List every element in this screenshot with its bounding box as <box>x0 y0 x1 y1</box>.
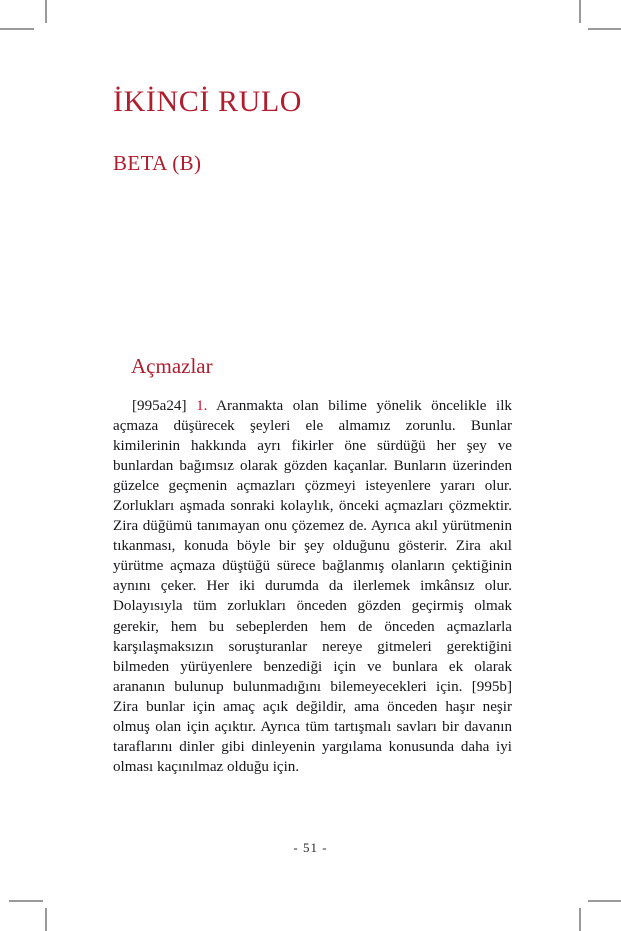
crop-mark-top-left-horizontal <box>0 28 34 30</box>
section-heading: Açmazlar <box>131 354 213 378</box>
crop-mark-bottom-right-vertical <box>579 908 581 931</box>
crop-mark-bottom-left-horizontal <box>9 900 43 902</box>
crop-mark-top-left-vertical <box>45 0 47 23</box>
section-number: 1. <box>196 398 208 414</box>
crop-mark-top-right-horizontal <box>588 28 621 30</box>
crop-mark-bottom-left-vertical <box>45 908 47 931</box>
crop-mark-top-right-vertical <box>579 0 581 23</box>
chapter-subtitle: BETA (B) <box>113 151 202 175</box>
paragraph-text-continued: Zira bunlar için amaç açık değildir, ama önceden haşır neşir olmuş olan için açıktır. Ayrıca tüm tartışmalı savları bir davanın taraflarını dinler gibi dinleyenin yargılama konusunda daha iyi olması kaçınılmaz olduğu için. <box>113 698 512 775</box>
chapter-title: İKİNCİ RULO <box>113 85 303 118</box>
paragraph-text-first: Aranmakta olan bilime yönelik öncelikle ilk açmaza düşürecek şeyleri ele almamız zorunlu. Bunlar kimilerinin hakkında ayrı fikirler öne sürdüğü her şey ve bunlardan bağımsız olarak gözden kaçanlar. Bunların üzerinden güzelce geçmenin açmazları çözmeyi isteyenlere yararı olur. Zorlukları aşmada sonraki kolaylık, önceki açmazları çözmektir. Zira düğümü tanımayan onu çözemez de. Ayrıca akıl yürütmenin tıkanması, konuda böyle bir şey olduğunu gösterir. Zira akıl yürütme açmaza düştüğü sürece bağlanmış olanların çektiğinin aynını çeker. Her iki durumda da ilerlemek imkânsız olur. Dolayısıyla tüm zorlukları önceden gözden geçirmiş olmak gerekir, hem bu sebeplerden hem de önceden açmazlarla karşılaşmaksızın soruşturanlar nereye gitmeleri gerektiğini bilmeden yürüyenlere benzediği için ve bunlara ek olarak arananın bulunup bulunmadığını bilemeyecekleri için. <box>113 398 512 695</box>
page-number: - 51 - <box>293 840 328 855</box>
body-paragraph <box>113 396 512 777</box>
crop-mark-bottom-right-horizontal <box>588 900 621 902</box>
bekker-reference-mid: [995b] <box>471 678 512 695</box>
bekker-reference-start: [995a24] <box>132 398 187 414</box>
